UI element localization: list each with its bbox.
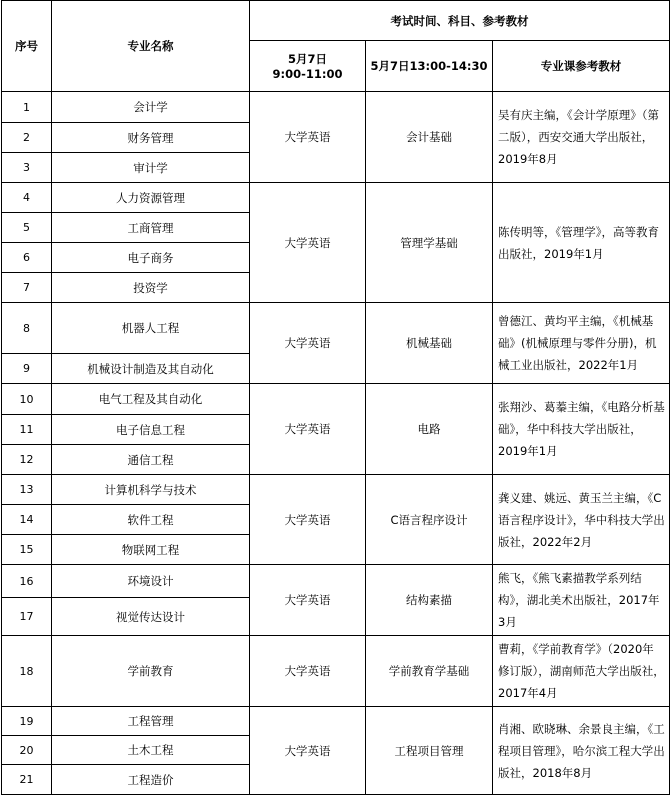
row-number: 8	[2, 303, 52, 354]
morning-subject: 大学英语	[250, 183, 366, 303]
row-number: 5	[2, 213, 52, 243]
row-number: 18	[2, 636, 52, 707]
major-name: 学前教育	[52, 636, 250, 707]
afternoon-subject: C语言程序设计	[366, 475, 493, 565]
major-name: 视觉传达设计	[52, 598, 250, 636]
reference-textbook: 龚义建、姚远、黄玉兰主编，《C语言程序设计》，华中科技大学出版社，2022年2月	[493, 475, 670, 565]
reference-textbook: 陈传明等，《管理学》，高等教育出版社，2019年1月	[493, 183, 670, 303]
major-name: 工程造价	[52, 765, 250, 795]
major-name: 审计学	[52, 153, 250, 183]
morning-subject: 大学英语	[250, 92, 366, 183]
major-name: 人力资源管理	[52, 183, 250, 213]
afternoon-subject: 工程项目管理	[366, 707, 493, 795]
header-textbook: 专业课参考教材	[493, 41, 670, 92]
row-number: 15	[2, 535, 52, 565]
table-row	[2, 707, 670, 736]
table-row	[2, 636, 670, 707]
morning-time: 9:00-11:00	[272, 67, 343, 81]
afternoon-subject: 结构素描	[366, 565, 493, 636]
afternoon-subject: 电路	[366, 384, 493, 475]
row-number: 10	[2, 384, 52, 415]
afternoon-subject: 管理学基础	[366, 183, 493, 303]
row-number: 16	[2, 565, 52, 598]
morning-subject: 大学英语	[250, 565, 366, 636]
row-number: 4	[2, 183, 52, 213]
morning-subject: 大学英语	[250, 636, 366, 707]
table-row	[2, 92, 670, 123]
row-number: 2	[2, 123, 52, 153]
major-name: 物联网工程	[52, 535, 250, 565]
header-seq: 序号	[2, 1, 52, 92]
major-name: 环境设计	[52, 565, 250, 598]
table-row	[2, 475, 670, 505]
major-name: 电子商务	[52, 243, 250, 273]
reference-textbook: 张翔沙、葛蓁主编，《电路分析基础》，华中科技大学出版社，2019年1月	[493, 384, 670, 475]
major-name: 会计学	[52, 92, 250, 123]
afternoon-subject: 机械基础	[366, 303, 493, 384]
morning-subject: 大学英语	[250, 303, 366, 384]
major-name: 电气工程及其自动化	[52, 384, 250, 415]
major-name: 财务管理	[52, 123, 250, 153]
reference-textbook: 熊飞，《熊飞素描教学系列结构》，湖北美术出版社，2017年3月	[493, 565, 670, 636]
afternoon-subject: 会计基础	[366, 92, 493, 183]
reference-textbook: 肖湘、欧晓琳、余景良主编，《工程项目管理》，哈尔滨工程大学出版社，2018年8月	[493, 707, 670, 795]
reference-textbook: 曾德江、黄均平主编，《机械基础》(机械原理与零件分册)，机械工业出版社，2022年1月	[493, 303, 670, 384]
row-number: 11	[2, 415, 52, 445]
major-name: 投资学	[52, 273, 250, 303]
reference-textbook: 曹莉，《学前教育学》（2020年修订版），湖南师范大学出版社，2017年4月	[493, 636, 670, 707]
row-number: 13	[2, 475, 52, 505]
header-exam-group: 考试时间、科目、参考教材	[250, 1, 670, 41]
row-number: 1	[2, 92, 52, 123]
major-name: 机器人工程	[52, 303, 250, 354]
row-number: 12	[2, 445, 52, 475]
major-name: 机械设计制造及其自动化	[52, 354, 250, 384]
major-name: 工商管理	[52, 213, 250, 243]
table-row	[2, 384, 670, 415]
row-number: 19	[2, 707, 52, 736]
row-number: 14	[2, 505, 52, 535]
table-row	[2, 303, 670, 354]
row-number: 20	[2, 736, 52, 765]
table-row	[2, 565, 670, 598]
header-major: 专业名称	[52, 1, 250, 92]
major-name: 土木工程	[52, 736, 250, 765]
reference-textbook: 吴有庆主编，《会计学原理》（第二版），西安交通大学出版社，2019年8月	[493, 92, 670, 183]
row-number: 9	[2, 354, 52, 384]
major-name: 工程管理	[52, 707, 250, 736]
morning-subject: 大学英语	[250, 475, 366, 565]
major-name: 软件工程	[52, 505, 250, 535]
header-morning-session	[250, 41, 366, 92]
row-number: 7	[2, 273, 52, 303]
morning-subject: 大学英语	[250, 707, 366, 795]
exam-schedule-table	[1, 0, 670, 795]
row-number: 6	[2, 243, 52, 273]
major-name: 计算机科学与技术	[52, 475, 250, 505]
morning-date: 5月7日	[287, 52, 327, 66]
major-name: 通信工程	[52, 445, 250, 475]
header-afternoon-session: 5月7日13:00-14:30	[366, 41, 493, 92]
row-number: 3	[2, 153, 52, 183]
row-number: 17	[2, 598, 52, 636]
major-name: 电子信息工程	[52, 415, 250, 445]
row-number: 21	[2, 765, 52, 795]
table-row	[2, 183, 670, 213]
morning-subject: 大学英语	[250, 384, 366, 475]
afternoon-subject: 学前教育学基础	[366, 636, 493, 707]
